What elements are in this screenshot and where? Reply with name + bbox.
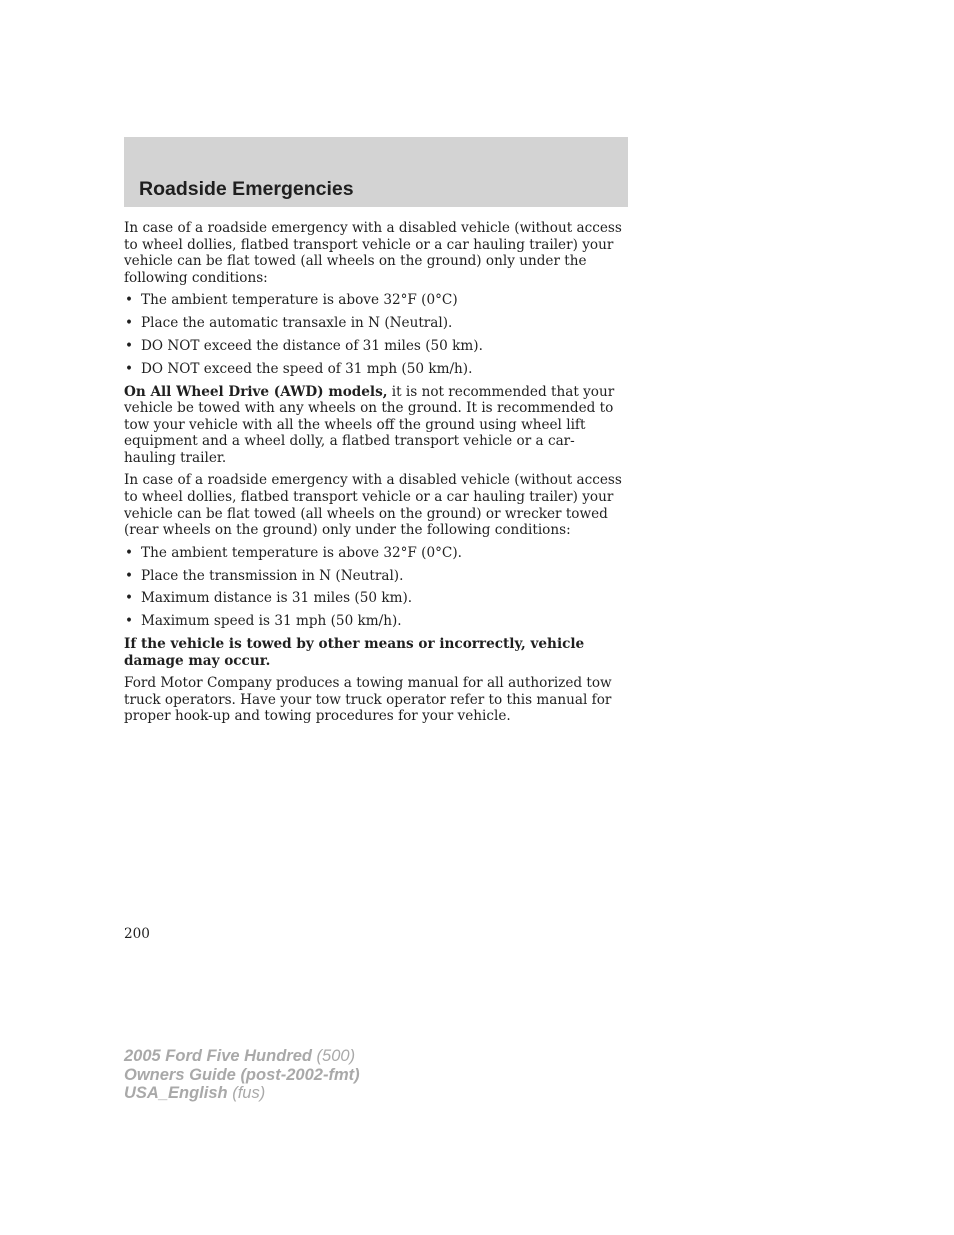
list-item: • The ambient temperature is above 32°F (0°C) (124, 292, 624, 309)
section-header-banner (124, 137, 628, 207)
footer-model-name: 2005 Ford Five Hundred (124, 1047, 312, 1065)
footer-language: USA_English (124, 1084, 228, 1102)
awd-lead-text: On All Wheel Drive (AWD) models, (124, 383, 388, 400)
page-content (124, 220, 624, 731)
footer-guide-name: Owners Guide (post-2002-fmt) (124, 1065, 360, 1084)
document-footer (124, 1047, 360, 1103)
wrecker-tow-conditions-list (124, 545, 624, 630)
footer-line-guide (124, 1066, 360, 1085)
list-item: • Place the automatic transaxle in N (Neutral). (124, 315, 624, 332)
list-item: • DO NOT exceed the distance of 31 miles (50 km). (124, 338, 624, 355)
page-number: 200 (124, 926, 150, 942)
section-title: Roadside Emergencies (139, 178, 354, 200)
list-item: • The ambient temperature is above 32°F (0°C). (124, 545, 624, 562)
list-item: • Place the transmission in N (Neutral). (124, 568, 624, 585)
closing-paragraph: Ford Motor Company produces a towing manual for all authorized tow truck operators. Have your tow truck operator refer to this manual for proper hook-up and towing procedures for your vehicle. (124, 675, 612, 725)
footer-line-model (124, 1047, 360, 1066)
list-item: • Maximum speed is 31 mph (50 km/h). (124, 613, 624, 630)
flat-tow-conditions-list (124, 292, 624, 377)
footer-language-code: (fus) (227, 1084, 266, 1102)
intro-paragraph-wrecker-tow: In case of a roadside emergency with a disabled vehicle (without access to wheel dollies, flatbed transport vehicle or a car hauling trailer) your vehicle can be flat towed (all wheels on the ground) or wrecker towed (rear wheels on the ground) only under the following conditions: (124, 472, 622, 539)
list-item: • Maximum distance is 31 miles (50 km). (124, 590, 624, 607)
intro-paragraph-flat-tow: In case of a roadside emergency with a disabled vehicle (without access to wheel dollies, flatbed transport vehicle or a car hauling trailer) your vehicle can be flat towed (all wheels on the ground) only under the following conditions: (124, 220, 622, 286)
footer-model-code: (500) (311, 1047, 356, 1065)
list-item: • DO NOT exceed the speed of 31 mph (50 km/h). (124, 361, 624, 378)
awd-body-text: it is not recommended that your vehicle be towed with any wheels on the ground. It is recommended to tow your vehicle with all the wheels off the ground using wheel lift equipment and a wheel dolly, a flatbed transport vehicle or a car-hauling trailer. (124, 383, 615, 466)
footer-line-language (124, 1084, 360, 1103)
awd-paragraph (124, 384, 624, 467)
warning-paragraph: If the vehicle is towed by other means or incorrectly, vehicle damage may occur. (124, 635, 585, 669)
